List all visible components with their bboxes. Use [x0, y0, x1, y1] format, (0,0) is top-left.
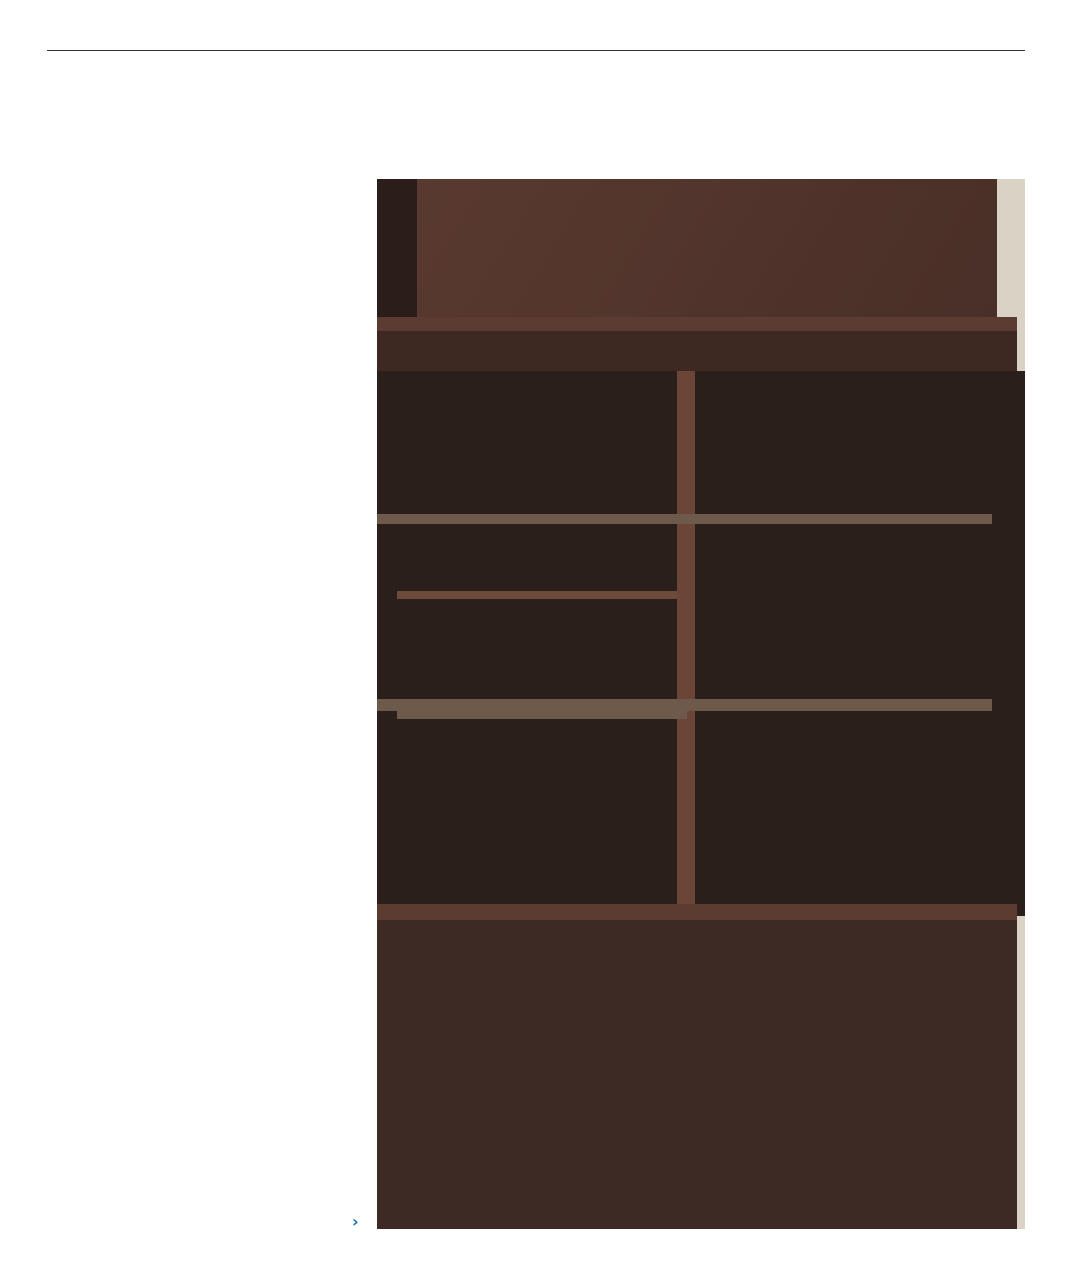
- page-folio: [47, 34, 51, 46]
- chevron-right-icon[interactable]: ›: [352, 1212, 359, 1231]
- page-header: [47, 34, 1025, 51]
- photo-workshop-cupboard: [377, 179, 1025, 1229]
